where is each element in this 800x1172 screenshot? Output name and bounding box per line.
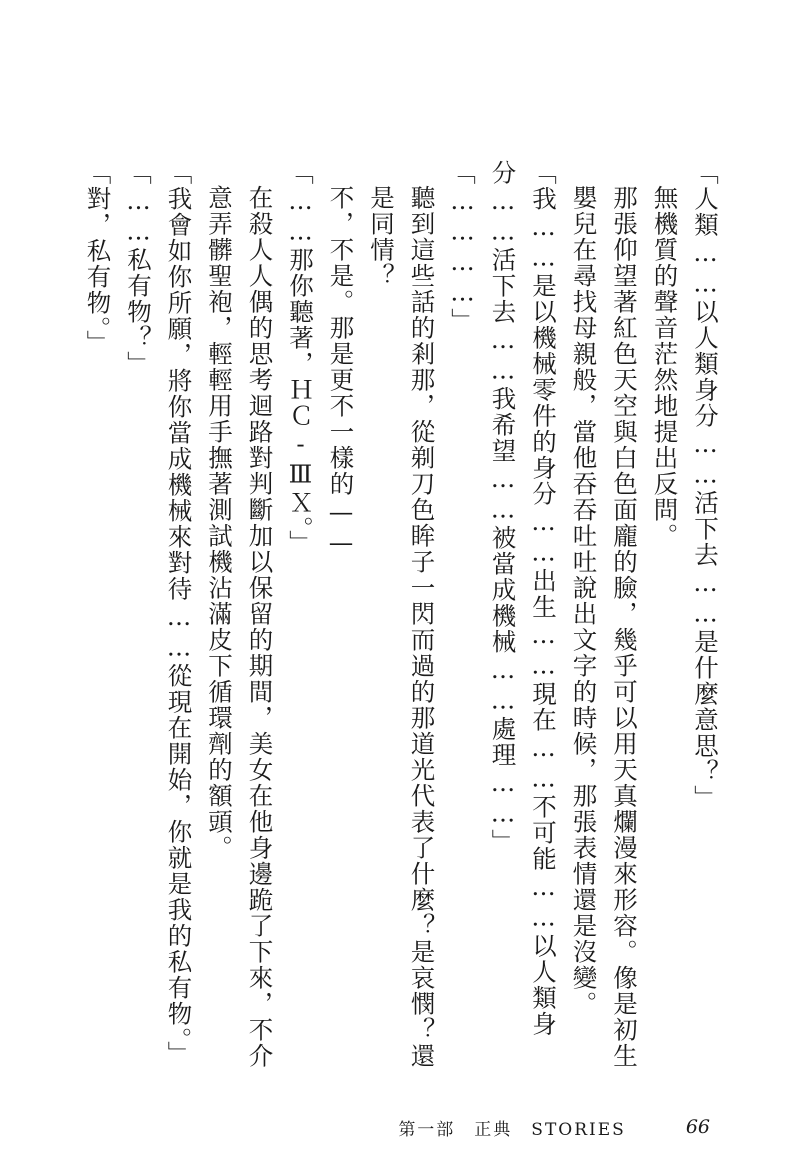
paragraph: 在殺人人偶的思考迴路對判斷加以保留的期間，美女在他身邊跪了下來，不介意弄髒聖袍，輕輕用手撫著測試機沾滿皮下循環劑的額頭。 xyxy=(205,184,275,1069)
running-head: 第一部 正典 STORIES xyxy=(398,1119,626,1140)
page-footer xyxy=(398,1114,710,1140)
paragraph: 「我……是以機械零件的身分……出生……現在……不可能……以人類身分……活下去……我希望……被當成機械……處理……」 xyxy=(488,160,558,1037)
paragraph: 聽到這些話的剎那，從剃刀色眸子一閃而過的那道光代表了什麼？是哀憫？還是同情？ xyxy=(367,184,437,1069)
paragraph: 那張仰望著紅色天空與白色面龐的臉，幾乎可以用天真爛漫來形容。像是初生嬰兒在尋找母親般，當他吞吞吐吐說出文字的時候，那張表情還是沒變。 xyxy=(569,184,639,1069)
paragraph: 「對，私有物。」 xyxy=(83,160,113,356)
vertical-text-body xyxy=(65,160,725,1090)
paragraph: 「我會如你所願，將你當成機械來對待……從現在開始，你就是我的私有物。」 xyxy=(164,160,194,1067)
paragraph: 「人類……以人類身分……活下去……是什麼意思？」 xyxy=(691,160,720,811)
paragraph: 「……那你聽著，ＨＣ-ⅢＸ。」 xyxy=(286,160,315,556)
page-number: 66 xyxy=(685,1116,710,1138)
paragraph: 無機質的聲音茫然地提出反問。 xyxy=(650,184,680,549)
paragraph: 「…………」 xyxy=(448,160,477,334)
paragraph: 不，不是。那是更不一樣的—— xyxy=(326,184,356,558)
paragraph: 「……私有物？」 xyxy=(124,160,153,377)
